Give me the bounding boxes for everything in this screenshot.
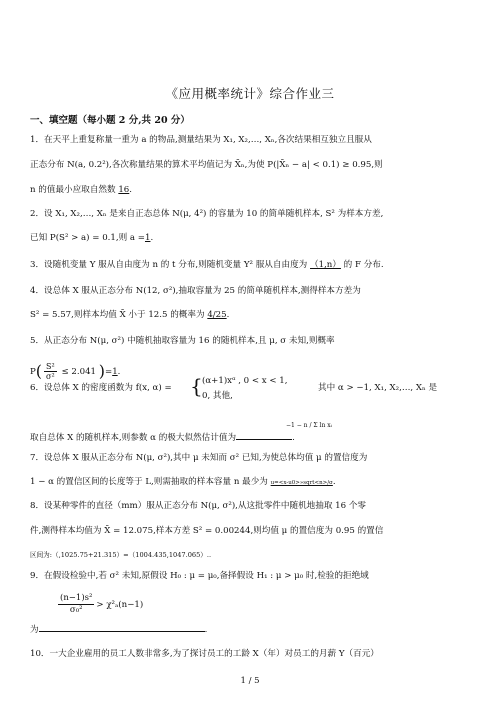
- q7-line1: 7．设总体 X 服从正态分布 N(μ, σ²),其中 μ 未知而 σ² 已知,为使总体均值 μ 的置信度为: [30, 453, 368, 463]
- q4-line1: 4．设总体 X 服从正态分布 N(12, σ²),抽取容量为 25 的简单随机样本,测得样本方差为: [30, 286, 361, 296]
- q1-answer: 16: [118, 185, 130, 195]
- q10-line1: 10．一大企业雇用的员工人数非常多,为了探讨员工的工龄 X（年）对员工的月薪 Y（百元）: [30, 649, 379, 659]
- q9-end: .: [204, 625, 208, 635]
- q9-line1: 9．在假设检验中,若 σ² 未知,原假设 H₀ : μ = μ₀,备择假设 H₁ : μ > μ₀ 时,检验的拒绝域: [30, 571, 369, 581]
- q2-line1: 2．设 X₁, X₂,…, Xₙ 是来自正态总体 N(μ, 4²) 的容量为 10 的简单随机样本, S² 为样本方差,: [30, 209, 384, 219]
- q5-rparen: ): [98, 361, 105, 381]
- q6-estimate: −1 − n / Σ ln xᵢ: [286, 422, 332, 429]
- q6-end: .: [292, 433, 295, 443]
- q9-formula: [56, 593, 143, 616]
- q3-answer: （1,n）: [310, 260, 341, 270]
- q3-line1: [30, 259, 384, 271]
- q5-line2: [30, 362, 120, 381]
- q6-line1b: 其中 α > −1, X₁, X₂,…, Xₙ 是: [318, 383, 438, 393]
- q5-line1: 5．从正态分布 N(μ, σ²) 中随机抽取容量为 16 的随机样本,且 μ, σ 未知,则概率: [30, 336, 335, 346]
- q1-line2: 正态分布 N(a, 0.2²),各次称量结果的算术平均值记为 X̄ₙ,为使 P(|X̄ₙ − a| < 0.1) ≥ 0.95,则: [30, 160, 383, 170]
- q5-p: P: [30, 367, 36, 377]
- q9-fraction: [58, 593, 94, 616]
- q9-line2-text: 为: [30, 625, 39, 635]
- q5-den: σ²: [46, 372, 55, 381]
- q2-answer: 1: [144, 233, 151, 243]
- q8-end: .: [208, 551, 212, 559]
- q9-num: (n−1)s²: [60, 593, 93, 603]
- q5-eq: =: [104, 367, 113, 377]
- q1-line3-text: n 的值最小应取自然数: [30, 185, 119, 195]
- q6-line2: [30, 432, 295, 444]
- q3-end: 的 F 分布.: [340, 260, 384, 270]
- q5-num: S²: [46, 362, 55, 371]
- q5-answer: 1: [112, 367, 118, 377]
- q9-rhs: > χ²ₐ(n−1): [96, 600, 144, 610]
- q6-text: 6．设总体 X 的密度函数为 f(x, α) =: [30, 383, 172, 393]
- q2-end: .: [150, 233, 154, 243]
- q7-line2: [30, 476, 336, 489]
- q4-line2: [30, 309, 229, 321]
- section-heading: 一、填空题（每小题 2 分,共 20 分）: [30, 115, 190, 126]
- q6-brace: {: [190, 374, 203, 398]
- q9-den: σ₀²: [69, 605, 83, 615]
- q8-line3-text: 区间为:（,1025.75+21.315）=（1004.435,1047.065）.: [30, 551, 209, 559]
- q1-line1: 1．在天平上重复称量一重为 a 的物品,测量结果为 X₁, X₂,…, Xₙ,各次结果相互独立且服从: [30, 135, 372, 145]
- q5-end: .: [117, 367, 121, 377]
- q9-answer-blank: [39, 631, 205, 632]
- q8-line2: 件,测得样本均值为 X̄ = 12.075,样本方差 S² = 0.00244,则均值 μ 的置信度为 0.95 的置信: [30, 526, 384, 536]
- q6-line2-text: 取自总体 X 的随机样本,则参数 α 的极大似然估计值为: [30, 433, 237, 443]
- q7-line2-text: 1 − α 的置信区间的长度等于 L,则需抽取的样本容量 n 最少为: [30, 477, 271, 487]
- q8-line3: [30, 549, 211, 561]
- q6-answer-blank: [236, 439, 292, 440]
- q2-line2-text: 已知 P(S² > a) = 0.1,则 a =: [30, 233, 145, 243]
- q1-line3: [30, 184, 132, 196]
- q7-answer: u=<x-u0>»sqrt<n>/σ: [270, 480, 333, 486]
- q7-end: .: [332, 477, 336, 487]
- q4-answer: 4/25: [207, 310, 227, 320]
- q4-line2-text: S² = 5.57,则样本均值 X̄ 小于 12.5 的概率为: [30, 310, 208, 320]
- q4-end: .: [226, 310, 230, 320]
- q9-line2: [30, 624, 207, 636]
- q6-line1: [30, 382, 172, 394]
- q8-line1: 8．设某种零件的直径（mm）服从正态分布 N(μ, σ²),从这批零件中随机地抽取 16 个零: [30, 501, 367, 511]
- q5-ineq: ≤ 2.041: [58, 367, 99, 377]
- q1-end: .: [129, 185, 133, 195]
- q2-line2: [30, 232, 153, 244]
- q6-case2: 0, 其他,: [202, 391, 233, 401]
- q6-case1: (α+1)xᵅ , 0 < x < 1,: [202, 376, 288, 386]
- q5-lparen: (: [35, 361, 43, 381]
- q5-fraction: [44, 362, 57, 381]
- page-title: 《应用概率统计》综合作业三: [165, 86, 335, 101]
- page-number: 1 / 5: [240, 676, 260, 686]
- q3-text: 3．设随机变量 Y 服从自由度为 n 的 t 分布,则随机变量 Y² 服从自由度为: [30, 260, 311, 270]
